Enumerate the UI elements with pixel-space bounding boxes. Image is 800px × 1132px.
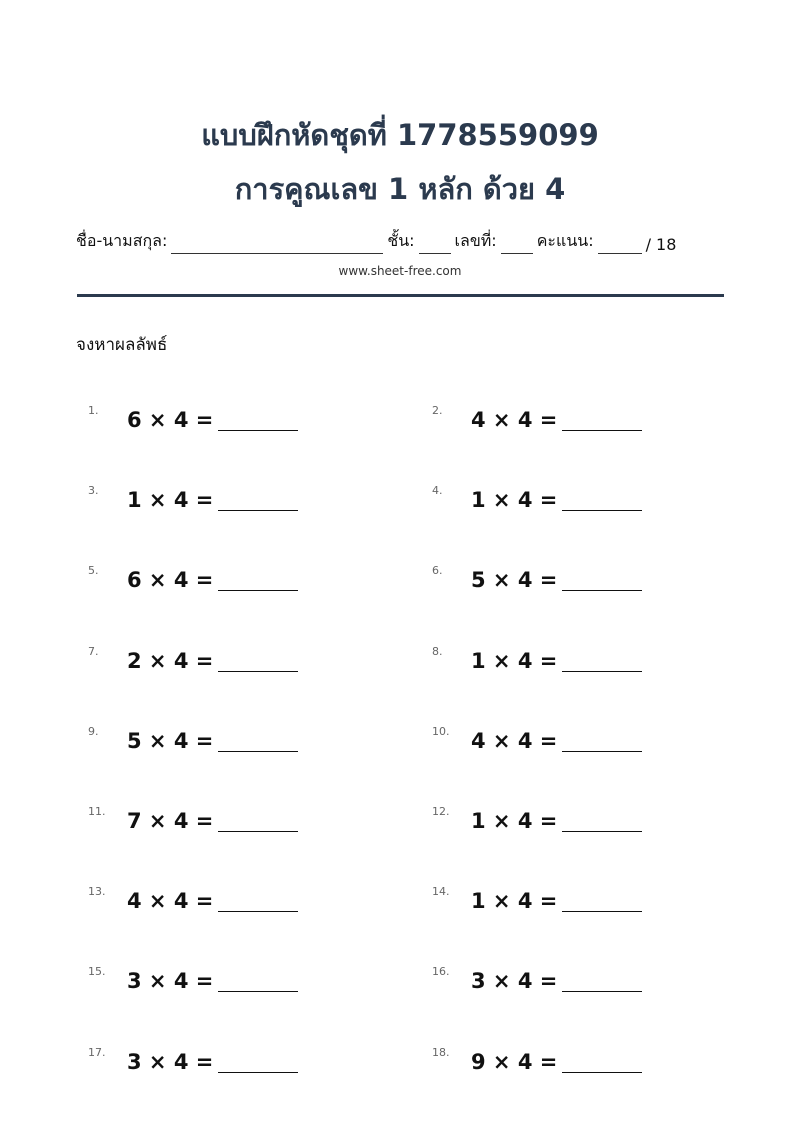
worksheet-title: แบบฝึกหัดชุดที่ 1778559099 [201, 118, 599, 152]
problem-expression: 1 × 4 = [471, 889, 558, 914]
problem-number: 11. [88, 805, 106, 818]
problem-expression: 3 × 4 = [471, 969, 558, 994]
problem-expression: 4 × 4 = [127, 889, 214, 914]
answer-blank[interactable] [218, 831, 298, 832]
problem-number: 18. [432, 1045, 450, 1059]
problem-number: 4. [432, 484, 443, 498]
problem-number: 2. [432, 404, 443, 417]
problem-expression: 6 × 4 = [127, 568, 214, 593]
class-label: ชั้น: [387, 231, 415, 250]
problem-number: 7. [88, 644, 99, 658]
problem-number: 8. [432, 644, 443, 658]
problem-expression: 4 × 4 = [471, 728, 558, 753]
answer-blank[interactable] [562, 831, 642, 832]
problem-number: 5. [88, 564, 99, 578]
number-field[interactable] [501, 237, 533, 254]
problem-expression: 1 × 4 = [471, 809, 558, 833]
worksheet-subtitle: การคูณเลข 1 หลัก ด้วย 4 [234, 172, 566, 206]
problem-number: 1. [88, 404, 99, 417]
website-url: www.sheet-free.com [338, 264, 462, 278]
answer-blank[interactable] [218, 430, 298, 431]
answer-blank[interactable] [218, 911, 298, 912]
answer-blank[interactable] [218, 590, 298, 591]
header-divider [77, 294, 724, 297]
score-total: / 18 [645, 235, 677, 254]
problem-expression: 3 × 4 = [127, 969, 214, 994]
answer-blank[interactable] [562, 590, 642, 591]
problem-number: 6. [432, 564, 443, 578]
problem-expression: 5 × 4 = [471, 568, 558, 593]
problem-expression: 4 × 4 = [471, 408, 558, 432]
answer-blank[interactable] [218, 1072, 298, 1073]
answer-blank[interactable] [562, 991, 642, 992]
problem-number: 9. [88, 724, 99, 738]
answer-blank[interactable] [562, 911, 642, 912]
problem-number: 13. [88, 885, 106, 899]
instruction-text: จงหาผลลัพธ์ [76, 335, 168, 355]
class-field[interactable] [419, 237, 451, 254]
answer-blank[interactable] [218, 991, 298, 992]
score-label: คะแนน: [536, 231, 594, 250]
problem-number: 16. [432, 965, 450, 979]
problem-number: 17. [88, 1045, 106, 1059]
answer-blank[interactable] [562, 430, 642, 431]
problem-number: 15. [88, 965, 106, 979]
problem-expression: 3 × 4 = [127, 1049, 214, 1074]
number-label: เลขที่: [454, 231, 497, 250]
problem-number: 3. [88, 484, 99, 498]
answer-blank[interactable] [218, 751, 298, 752]
score-field[interactable] [598, 237, 642, 254]
answer-blank[interactable] [562, 751, 642, 752]
problem-expression: 1 × 4 = [471, 488, 558, 513]
answer-blank[interactable] [562, 671, 642, 672]
answer-blank[interactable] [218, 510, 298, 511]
problem-expression: 1 × 4 = [127, 488, 214, 513]
student-info-row [76, 229, 724, 254]
answer-blank[interactable] [562, 1072, 642, 1073]
name-field[interactable] [171, 237, 383, 254]
answer-blank[interactable] [218, 671, 298, 672]
name-label: ชื่อ-นามสกุล: [76, 231, 168, 250]
problem-expression: 1 × 4 = [471, 648, 558, 673]
problem-number: 10. [432, 724, 450, 738]
problem-number: 12. [432, 805, 450, 818]
problem-expression: 6 × 4 = [127, 408, 214, 432]
problem-expression: 7 × 4 = [127, 809, 214, 833]
problem-expression: 9 × 4 = [471, 1049, 558, 1074]
problem-expression: 2 × 4 = [127, 648, 214, 673]
problem-number: 14. [432, 885, 450, 899]
answer-blank[interactable] [562, 510, 642, 511]
problem-expression: 5 × 4 = [127, 728, 214, 753]
